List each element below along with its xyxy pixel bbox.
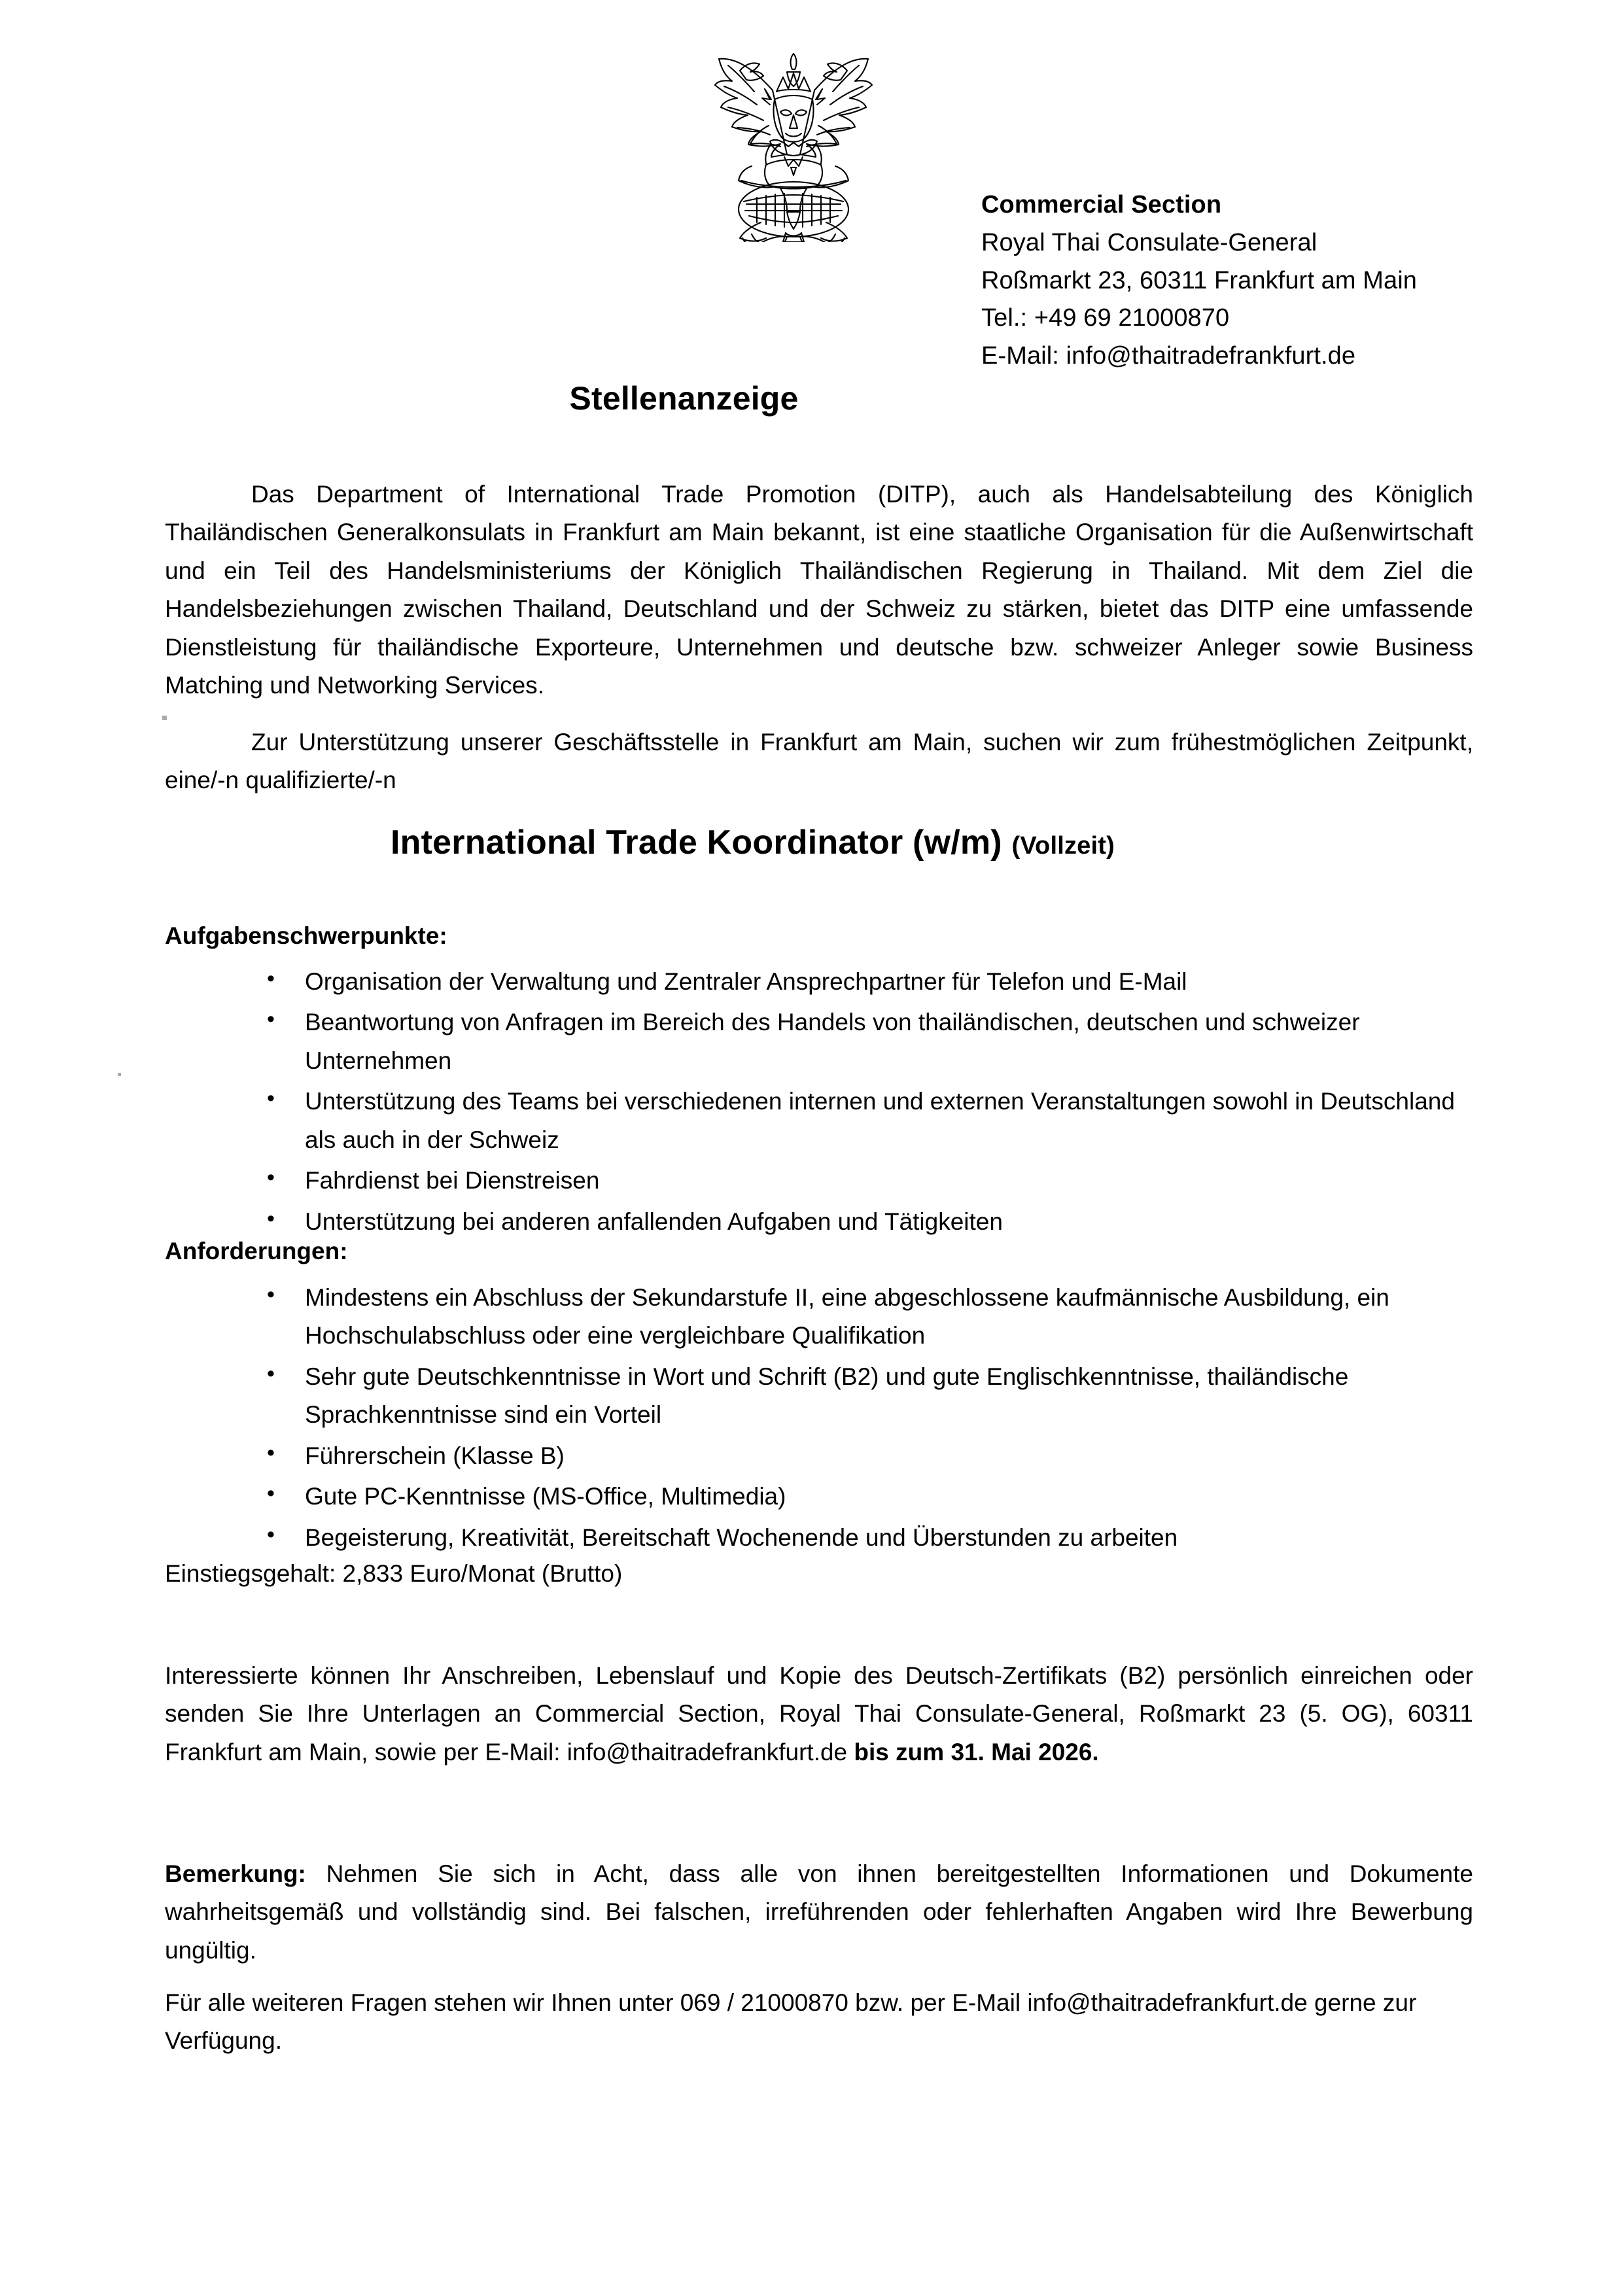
salary-line: Einstiegsgehalt: 2,833 Euro/Monat (Brutto): [165, 1560, 623, 1587]
requirements-list: [267, 1279, 1474, 1559]
remark-paragraph: [165, 1855, 1473, 1970]
job-employment-type: (Vollzeit): [1011, 832, 1115, 860]
list-item: • Beantwortung von Anfragen im Bereich des Handels von thailändischen, deutschen und schweizer Unternehmen: [267, 1003, 1474, 1080]
list-item: • Führerschein (Klasse B): [267, 1437, 1474, 1475]
address-line-street: Roßmarkt 23, 60311 Frankfurt am Main: [981, 266, 1418, 294]
list-item: • Unterstützung des Teams bei verschiedenen internen und externen Veranstaltungen sowohl in Deutschland als auch in der Schweiz: [267, 1083, 1474, 1159]
requirements-heading: Anforderungen:: [165, 1238, 348, 1264]
list-item: • Begeisterung, Kreativität, Bereitschaft Wochenende und Überstunden zu arbeiten: [267, 1519, 1474, 1557]
support-paragraph: Zur Unterstützung unserer Geschäftsstelle in Frankfurt am Main, suchen wir zum frühestmöglichen Zeitpunkt, eine/-n qualifizierte/-n: [165, 729, 1473, 794]
scan-speck: [162, 716, 167, 720]
job-title: [0, 823, 1623, 862]
application-paragraph: [165, 1657, 1473, 1771]
application-deadline: bis zum 31. Mai 2026.: [854, 1738, 1099, 1765]
list-item: • Fahrdienst bei Dienstreisen: [267, 1162, 1474, 1200]
page-title: [0, 379, 1623, 417]
list-item: • Organisation der Verwaltung und Zentraler Ansprechpartner für Telefon und E-Mail: [267, 963, 1474, 1001]
garuda-emblem: [686, 26, 901, 242]
remark-text: Nehmen Sie sich in Acht, dass alle von ihnen bereitgestellten Informationen und Dokumente wahrheitsgemäß und vollständig sind. Bei falschen, irreführenden oder fehlerhaften Angaben wird Ihre Bewerbung ungültig.: [165, 1860, 1473, 1964]
scan-speck: [118, 1073, 121, 1076]
job-title-main: International Trade Koordinator (w/m): [391, 824, 1002, 861]
list-item: • Unterstützung bei anderen anfallenden Aufgaben und Tätigkeiten: [267, 1203, 1474, 1241]
responsibilities-list: [267, 963, 1474, 1244]
questions-paragraph: Für alle weiteren Fragen stehen wir Ihnen unter 069 / 21000870 bzw. per E-Mail info@thaitradefrankfurt.de gerne zur Verfügung.: [165, 1989, 1417, 2055]
letterhead: [0, 13, 1623, 370]
address-line-consulate: Royal Thai Consulate-General: [981, 228, 1318, 256]
sender-address: [981, 186, 1570, 375]
list-item: • Gute PC-Kenntnisse (MS-Office, Multimedia): [267, 1478, 1474, 1516]
address-line-email: E-Mail: info@thaitradefrankfurt.de: [981, 342, 1356, 370]
remark-label: Bemerkung:: [165, 1860, 306, 1887]
address-line-phone: Tel.: +49 69 21000870: [981, 304, 1230, 332]
application-text: Interessierte können Ihr Anschreiben, Lebenslauf und Kopie des Deutsch-Zertifikats (B2) persönlich einreichen oder senden Sie Ihre Unterlagen an Commercial Section, Royal Thai Consulate-General, Roßmarkt 23 (5. OG), 60311 Frankfurt am Main, sowie per E-Mail: info@thaitradefrankfurt.de: [165, 1662, 1473, 1765]
responsibilities-heading: Aufgabenschwerpunkte:: [165, 922, 447, 949]
org-label: Commercial Section: [981, 191, 1222, 218]
page-title-text: Stellenanzeige: [569, 380, 799, 417]
list-item: • Mindestens ein Abschluss der Sekundarstufe II, eine abgeschlossene kaufmännische Ausbildung, ein Hochschulabschluss oder eine vergleichbare Qualifikation: [267, 1279, 1474, 1355]
intro-paragraph: Das Department of International Trade Promotion (DITP), auch als Handelsabteilung des Königlich Thailändischen Generalkonsulats in Frankfurt am Main bekannt, ist eine staatliche Organisation für die Außenwirtschaft und ein Teil des Handelsministeriums der Königlich Thailändischen Regierung in Thailand. Mit dem Ziel die Handelsbeziehungen zwischen Thailand, Deutschland und der Schweiz zu stärken, bietet das DITP eine umfassende Dienstleistung für thailändische Exporteure, Unternehmen und deutsche bzw. schweizer Anleger sowie Business Matching und Networking Services.: [165, 481, 1473, 699]
list-item: • Sehr gute Deutschkenntnisse in Wort und Schrift (B2) und gute Englischkenntnisse, thailändische Sprachkenntnisse sind ein Vorteil: [267, 1358, 1474, 1435]
